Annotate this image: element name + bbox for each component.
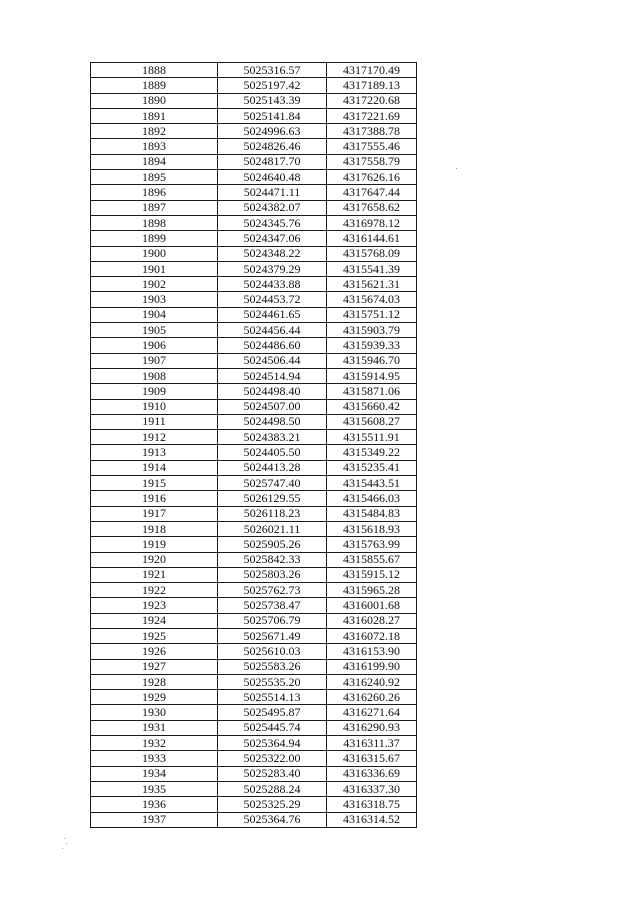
- y-coordinate-cell: 4317626.16: [327, 170, 417, 185]
- y-coordinate-cell: 4317189.13: [327, 78, 417, 93]
- table-row: [91, 231, 417, 246]
- point-number-cell: 1919: [91, 537, 218, 552]
- point-number-cell: 1904: [91, 307, 218, 322]
- point-number-cell: 1909: [91, 384, 218, 399]
- y-coordinate-cell: 4315855.67: [327, 552, 417, 567]
- table-row: [91, 185, 417, 200]
- point-number-cell: 1924: [91, 613, 218, 628]
- x-coordinate-cell: 5024506.44: [218, 353, 327, 368]
- point-number-cell: 1902: [91, 277, 218, 292]
- table-row: [91, 445, 417, 460]
- x-coordinate-cell: 5025316.57: [218, 63, 327, 78]
- table-row: [91, 674, 417, 689]
- scan-speck: [456, 168, 457, 169]
- point-number-cell: 1932: [91, 736, 218, 751]
- x-coordinate-cell: 5025706.79: [218, 613, 327, 628]
- table-row: [91, 751, 417, 766]
- point-number-cell: 1900: [91, 246, 218, 261]
- y-coordinate-cell: 4317170.49: [327, 63, 417, 78]
- point-number-cell: 1921: [91, 567, 218, 582]
- table-row: [91, 598, 417, 613]
- point-number-cell: 1907: [91, 353, 218, 368]
- table-row: [91, 552, 417, 567]
- table-row: [91, 215, 417, 230]
- point-number-cell: 1918: [91, 521, 218, 536]
- x-coordinate-cell: 5024471.11: [218, 185, 327, 200]
- table-row: [91, 567, 417, 582]
- table-row: [91, 491, 417, 506]
- y-coordinate-cell: 4315541.39: [327, 261, 417, 276]
- y-coordinate-cell: 4315903.79: [327, 323, 417, 338]
- x-coordinate-cell: 5024405.50: [218, 445, 327, 460]
- y-coordinate-cell: 4317221.69: [327, 108, 417, 123]
- table-row: [91, 537, 417, 552]
- y-coordinate-cell: 4316144.61: [327, 231, 417, 246]
- table-row: [91, 139, 417, 154]
- table-row: [91, 261, 417, 276]
- y-coordinate-cell: 4316153.90: [327, 644, 417, 659]
- point-number-cell: 1889: [91, 78, 218, 93]
- y-coordinate-cell: 4316336.69: [327, 766, 417, 781]
- point-number-cell: 1895: [91, 170, 218, 185]
- table-row: [91, 521, 417, 536]
- y-coordinate-cell: 4315768.09: [327, 246, 417, 261]
- point-number-cell: 1916: [91, 491, 218, 506]
- x-coordinate-cell: 5024498.40: [218, 384, 327, 399]
- x-coordinate-cell: 5025283.40: [218, 766, 327, 781]
- table-row: [91, 384, 417, 399]
- point-number-cell: 1935: [91, 781, 218, 796]
- x-coordinate-cell: 5024433.88: [218, 277, 327, 292]
- point-number-cell: 1937: [91, 812, 218, 827]
- y-coordinate-cell: 4316314.52: [327, 812, 417, 827]
- x-coordinate-cell: 5024383.21: [218, 430, 327, 445]
- x-coordinate-cell: 5026129.55: [218, 491, 327, 506]
- table-row: [91, 628, 417, 643]
- point-number-cell: 1927: [91, 659, 218, 674]
- y-coordinate-cell: 4316337.30: [327, 781, 417, 796]
- x-coordinate-cell: 5025738.47: [218, 598, 327, 613]
- y-coordinate-cell: 4315674.03: [327, 292, 417, 307]
- point-number-cell: 1896: [91, 185, 218, 200]
- x-coordinate-cell: 5026118.23: [218, 506, 327, 521]
- point-number-cell: 1908: [91, 368, 218, 383]
- x-coordinate-cell: 5025325.29: [218, 797, 327, 812]
- table-row: [91, 690, 417, 705]
- y-coordinate-cell: 4315466.03: [327, 491, 417, 506]
- y-coordinate-cell: 4317220.68: [327, 93, 417, 108]
- point-number-cell: 1911: [91, 414, 218, 429]
- point-number-cell: 1925: [91, 628, 218, 643]
- coordinates-table-body: [91, 63, 417, 828]
- x-coordinate-cell: 5025288.24: [218, 781, 327, 796]
- x-coordinate-cell: 5025322.00: [218, 751, 327, 766]
- table-row: [91, 368, 417, 383]
- table-row: [91, 292, 417, 307]
- y-coordinate-cell: 4316260.26: [327, 690, 417, 705]
- y-coordinate-cell: 4316199.90: [327, 659, 417, 674]
- table-row: [91, 108, 417, 123]
- x-coordinate-cell: 5025762.73: [218, 583, 327, 598]
- x-coordinate-cell: 5024379.29: [218, 261, 327, 276]
- y-coordinate-cell: 4316072.18: [327, 628, 417, 643]
- table-row: [91, 399, 417, 414]
- point-number-cell: 1922: [91, 583, 218, 598]
- point-number-cell: 1917: [91, 506, 218, 521]
- table-row: [91, 353, 417, 368]
- table-row: [91, 736, 417, 751]
- y-coordinate-cell: 4315618.93: [327, 521, 417, 536]
- point-number-cell: 1890: [91, 93, 218, 108]
- table-row: [91, 506, 417, 521]
- point-number-cell: 1892: [91, 124, 218, 139]
- point-number-cell: 1934: [91, 766, 218, 781]
- y-coordinate-cell: 4315965.28: [327, 583, 417, 598]
- x-coordinate-cell: 5025514.13: [218, 690, 327, 705]
- point-number-cell: 1906: [91, 338, 218, 353]
- x-coordinate-cell: 5024461.65: [218, 307, 327, 322]
- table-row: [91, 154, 417, 169]
- point-number-cell: 1929: [91, 690, 218, 705]
- point-number-cell: 1931: [91, 720, 218, 735]
- y-coordinate-cell: 4317658.62: [327, 200, 417, 215]
- x-coordinate-cell: 5025364.94: [218, 736, 327, 751]
- x-coordinate-cell: 5025610.03: [218, 644, 327, 659]
- x-coordinate-cell: 5024347.06: [218, 231, 327, 246]
- table-row: [91, 766, 417, 781]
- x-coordinate-cell: 5024345.76: [218, 215, 327, 230]
- x-coordinate-cell: 5025143.39: [218, 93, 327, 108]
- table-row: [91, 705, 417, 720]
- x-coordinate-cell: 5024486.60: [218, 338, 327, 353]
- table-row: [91, 414, 417, 429]
- table-row: [91, 277, 417, 292]
- table-row: [91, 63, 417, 78]
- y-coordinate-cell: 4316271.64: [327, 705, 417, 720]
- point-number-cell: 1888: [91, 63, 218, 78]
- x-coordinate-cell: 5025445.74: [218, 720, 327, 735]
- y-coordinate-cell: 4316978.12: [327, 215, 417, 230]
- point-number-cell: 1905: [91, 323, 218, 338]
- table-row: [91, 170, 417, 185]
- y-coordinate-cell: 4315871.06: [327, 384, 417, 399]
- table-row: [91, 430, 417, 445]
- table-row: [91, 460, 417, 475]
- y-coordinate-cell: 4317558.79: [327, 154, 417, 169]
- table-row: [91, 323, 417, 338]
- y-coordinate-cell: 4315915.12: [327, 567, 417, 582]
- x-coordinate-cell: 5024640.48: [218, 170, 327, 185]
- y-coordinate-cell: 4315235.41: [327, 460, 417, 475]
- scan-speck: [62, 848, 63, 849]
- x-coordinate-cell: 5024996.63: [218, 124, 327, 139]
- x-coordinate-cell: 5024453.72: [218, 292, 327, 307]
- y-coordinate-cell: 4315608.27: [327, 414, 417, 429]
- x-coordinate-cell: 5024382.07: [218, 200, 327, 215]
- x-coordinate-cell: 5025141.84: [218, 108, 327, 123]
- y-coordinate-cell: 4316001.68: [327, 598, 417, 613]
- table-row: [91, 644, 417, 659]
- x-coordinate-cell: 5025905.26: [218, 537, 327, 552]
- x-coordinate-cell: 5025803.26: [218, 567, 327, 582]
- y-coordinate-cell: 4315946.70: [327, 353, 417, 368]
- y-coordinate-cell: 4316311.37: [327, 736, 417, 751]
- y-coordinate-cell: 4315914.95: [327, 368, 417, 383]
- x-coordinate-cell: 5025495.87: [218, 705, 327, 720]
- x-coordinate-cell: 5024413.28: [218, 460, 327, 475]
- y-coordinate-cell: 4315660.42: [327, 399, 417, 414]
- table-row: [91, 720, 417, 735]
- y-coordinate-cell: 4315349.22: [327, 445, 417, 460]
- x-coordinate-cell: 5026021.11: [218, 521, 327, 536]
- y-coordinate-cell: 4316028.27: [327, 613, 417, 628]
- y-coordinate-cell: 4315443.51: [327, 476, 417, 491]
- point-number-cell: 1913: [91, 445, 218, 460]
- table-row: [91, 659, 417, 674]
- point-number-cell: 1899: [91, 231, 218, 246]
- x-coordinate-cell: 5025197.42: [218, 78, 327, 93]
- table-row: [91, 124, 417, 139]
- x-coordinate-cell: 5024456.44: [218, 323, 327, 338]
- y-coordinate-cell: 4317647.44: [327, 185, 417, 200]
- table-row: [91, 613, 417, 628]
- x-coordinate-cell: 5025535.20: [218, 674, 327, 689]
- point-number-cell: 1923: [91, 598, 218, 613]
- point-number-cell: 1903: [91, 292, 218, 307]
- x-coordinate-cell: 5025583.26: [218, 659, 327, 674]
- point-number-cell: 1912: [91, 430, 218, 445]
- coordinates-table: [90, 62, 417, 828]
- point-number-cell: 1915: [91, 476, 218, 491]
- point-number-cell: 1894: [91, 154, 218, 169]
- point-number-cell: 1893: [91, 139, 218, 154]
- point-number-cell: 1891: [91, 108, 218, 123]
- y-coordinate-cell: 4317555.46: [327, 139, 417, 154]
- x-coordinate-cell: 5024498.50: [218, 414, 327, 429]
- y-coordinate-cell: 4316240.92: [327, 674, 417, 689]
- point-number-cell: 1926: [91, 644, 218, 659]
- y-coordinate-cell: 4315511.91: [327, 430, 417, 445]
- y-coordinate-cell: 4316290.93: [327, 720, 417, 735]
- table-row: [91, 797, 417, 812]
- table-row: [91, 307, 417, 322]
- point-number-cell: 1897: [91, 200, 218, 215]
- point-number-cell: 1914: [91, 460, 218, 475]
- point-number-cell: 1901: [91, 261, 218, 276]
- table-row: [91, 812, 417, 827]
- y-coordinate-cell: 4316315.67: [327, 751, 417, 766]
- x-coordinate-cell: 5024817.70: [218, 154, 327, 169]
- table-row: [91, 200, 417, 215]
- table-row: [91, 338, 417, 353]
- table-row: [91, 93, 417, 108]
- x-coordinate-cell: 5025842.33: [218, 552, 327, 567]
- x-coordinate-cell: 5024507.00: [218, 399, 327, 414]
- y-coordinate-cell: 4315939.33: [327, 338, 417, 353]
- y-coordinate-cell: 4316318.75: [327, 797, 417, 812]
- scan-speck: [64, 838, 65, 839]
- table-row: [91, 781, 417, 796]
- y-coordinate-cell: 4315763.99: [327, 537, 417, 552]
- y-coordinate-cell: 4317388.78: [327, 124, 417, 139]
- x-coordinate-cell: 5025364.76: [218, 812, 327, 827]
- x-coordinate-cell: 5024826.46: [218, 139, 327, 154]
- point-number-cell: 1898: [91, 215, 218, 230]
- point-number-cell: 1928: [91, 674, 218, 689]
- point-number-cell: 1936: [91, 797, 218, 812]
- x-coordinate-cell: 5025671.49: [218, 628, 327, 643]
- scan-speck: [66, 843, 67, 844]
- point-number-cell: 1930: [91, 705, 218, 720]
- point-number-cell: 1910: [91, 399, 218, 414]
- point-number-cell: 1933: [91, 751, 218, 766]
- x-coordinate-cell: 5024348.22: [218, 246, 327, 261]
- x-coordinate-cell: 5024514.94: [218, 368, 327, 383]
- table-row: [91, 246, 417, 261]
- y-coordinate-cell: 4315484.83: [327, 506, 417, 521]
- y-coordinate-cell: 4315621.31: [327, 277, 417, 292]
- table-row: [91, 583, 417, 598]
- x-coordinate-cell: 5025747.40: [218, 476, 327, 491]
- table-row: [91, 476, 417, 491]
- table-row: [91, 78, 417, 93]
- point-number-cell: 1920: [91, 552, 218, 567]
- y-coordinate-cell: 4315751.12: [327, 307, 417, 322]
